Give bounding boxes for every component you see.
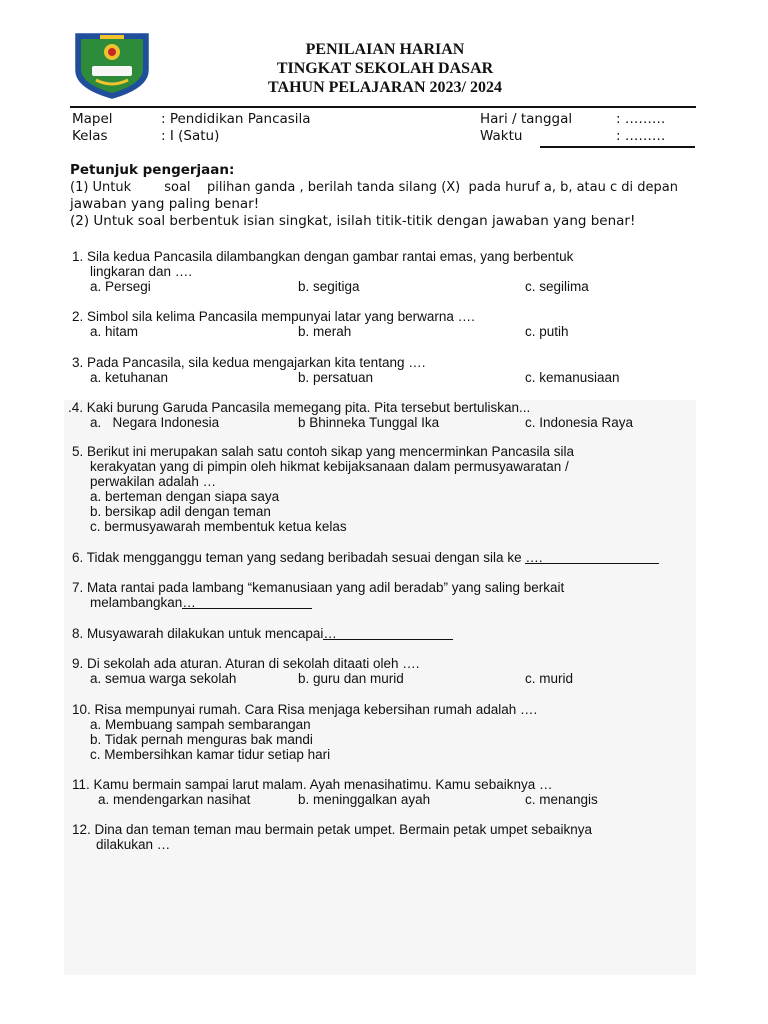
header-rule [70, 106, 696, 108]
question-text: melambangkan [90, 595, 183, 610]
kelas-label: Kelas [72, 128, 108, 144]
option-a[interactable]: a. Membuang sampah sembarangan [90, 717, 311, 732]
question-7 [72, 580, 702, 610]
hari-value: : ……… [616, 111, 666, 127]
option-a[interactable]: a. Negara Indonesia [90, 415, 220, 430]
question-2 [72, 309, 702, 324]
instruction-line: (1) Untuk soal pilihan ganda , berilah tanda silang (X) pada huruf a, b, atau c di depan [70, 180, 678, 195]
option-a[interactable]: a. mendengarkan nasihat [98, 792, 251, 807]
option-c[interactable]: c. menangis [525, 792, 598, 807]
waktu-label: Waktu [480, 128, 523, 144]
question-4 [68, 400, 698, 415]
waktu-value: : ……… [616, 128, 666, 144]
option-c[interactable]: c. murid [525, 671, 574, 686]
instructions-title: Petunjuk pengerjaan: [70, 162, 235, 178]
option-a[interactable]: a. hitam [90, 324, 139, 339]
question-text: 7. Mata rantai pada lambang “kemanusiaan yang adil beradab” yang saling berkait [72, 580, 565, 595]
blank-dots: … [182, 595, 196, 610]
question-text: perwakilan adalah … [90, 474, 217, 489]
option-b[interactable]: b Bhinneka Tunggal Ika [298, 415, 440, 430]
instructions [70, 162, 696, 230]
question-5 [72, 444, 702, 534]
question-1 [72, 249, 702, 279]
option-b[interactable]: b. meninggalkan ayah [298, 792, 431, 807]
option-c[interactable]: c. bermusyawarah membentuk ketua kelas [90, 519, 347, 534]
instruction-line: (2) Untuk soal berbentuk isian singkat, isilah titik-titik dengan jawaban yang benar! [70, 213, 636, 229]
option-b[interactable]: b. persatuan [298, 370, 374, 385]
question-10 [72, 702, 702, 762]
question-text: 12. Dina dan teman teman mau bermain petak umpet. Bermain petak umpet sebaiknya [72, 822, 593, 837]
question-text: kerakyatan yang di pimpin oleh hikmat kebijaksanaan dalam permusyawaratan / [90, 459, 569, 474]
option-b[interactable]: b. Tidak pernah menguras bak mandi [90, 732, 313, 747]
question-text: .4. Kaki burung Garuda Pancasila memegang pita. Pita tersebut bertuliskan... [68, 400, 531, 415]
answer-blank[interactable] [525, 550, 659, 564]
answer-blank[interactable] [182, 595, 312, 609]
school-emblem-logo [72, 30, 152, 100]
blank-dots: … [323, 626, 337, 641]
question-6 [72, 550, 702, 565]
option-b[interactable]: b. guru dan murid [298, 671, 404, 686]
option-c[interactable]: c. putih [525, 324, 569, 339]
question-3 [72, 355, 702, 370]
question-text: 3. Pada Pancasila, sila kedua mengajarkan kita tentang …. [72, 355, 426, 370]
option-b[interactable]: b. segitiga [298, 279, 360, 294]
option-a[interactable]: a. berteman dengan siapa saya [90, 489, 280, 504]
question-text: 1. Sila kedua Pancasila dilambangkan dengan gambar rantai emas, yang berbentuk [72, 249, 574, 264]
header-subtitle: TINGKAT SEKOLAH DASAR [276, 60, 494, 77]
option-b[interactable]: b. merah [298, 324, 352, 339]
question-text: 9. Di sekolah ada aturan. Aturan di sekolah ditaati oleh …. [72, 656, 420, 671]
option-c[interactable]: c. kemanusiaan [525, 370, 620, 385]
question-text: 6. Tidak mengganggu teman yang sedang beribadah sesuai dengan sila ke [72, 550, 526, 565]
option-c[interactable]: c. Indonesia Raya [525, 415, 634, 430]
meta-rule [540, 146, 695, 148]
exam-header [180, 40, 590, 97]
mapel-value: : Pendidikan Pancasila [161, 111, 311, 127]
question-text: 5. Berikut ini merupakan salah satu contoh sikap yang mencerminkan Pancasila sila [72, 444, 575, 459]
option-c[interactable]: c. Membersihkan kamar tidur setiap hari [90, 747, 331, 762]
question-text: 2. Simbol sila kelima Pancasila mempunyai latar yang berwarna …. [72, 309, 475, 324]
option-c[interactable]: c. segilima [525, 279, 589, 294]
header-title: PENILAIAN HARIAN [305, 41, 465, 58]
question-text: lingkaran dan …. [90, 264, 193, 279]
option-a[interactable]: a. ketuhanan [90, 370, 169, 385]
instruction-line: jawaban yang paling benar! [70, 196, 260, 212]
question-12 [72, 822, 702, 852]
option-b[interactable]: b. bersikap adil dengan teman [90, 504, 271, 519]
question-text: 8. Musyawarah dilakukan untuk mencapai [72, 626, 324, 641]
question-9 [72, 656, 702, 671]
blank-dots: …. [525, 550, 543, 565]
question-11 [72, 777, 702, 792]
kelas-value: : I (Satu) [161, 128, 220, 144]
question-8 [72, 626, 702, 641]
question-text: 11. Kamu bermain sampai larut malam. Ayah menasihatimu. Kamu sebaiknya … [72, 777, 553, 792]
hari-label: Hari / tanggal [480, 111, 573, 127]
option-a[interactable]: a. semua warga sekolah [90, 671, 237, 686]
question-text: dilakukan … [96, 837, 171, 852]
answer-blank[interactable] [323, 626, 453, 640]
header-year: TAHUN PELAJARAN 2023/ 2024 [268, 79, 502, 96]
question-text: 10. Risa mempunyai rumah. Cara Risa menjaga kebersihan rumah adalah …. [72, 702, 538, 717]
option-a[interactable]: a. Persegi [90, 279, 151, 294]
mapel-label: Mapel [72, 111, 113, 127]
